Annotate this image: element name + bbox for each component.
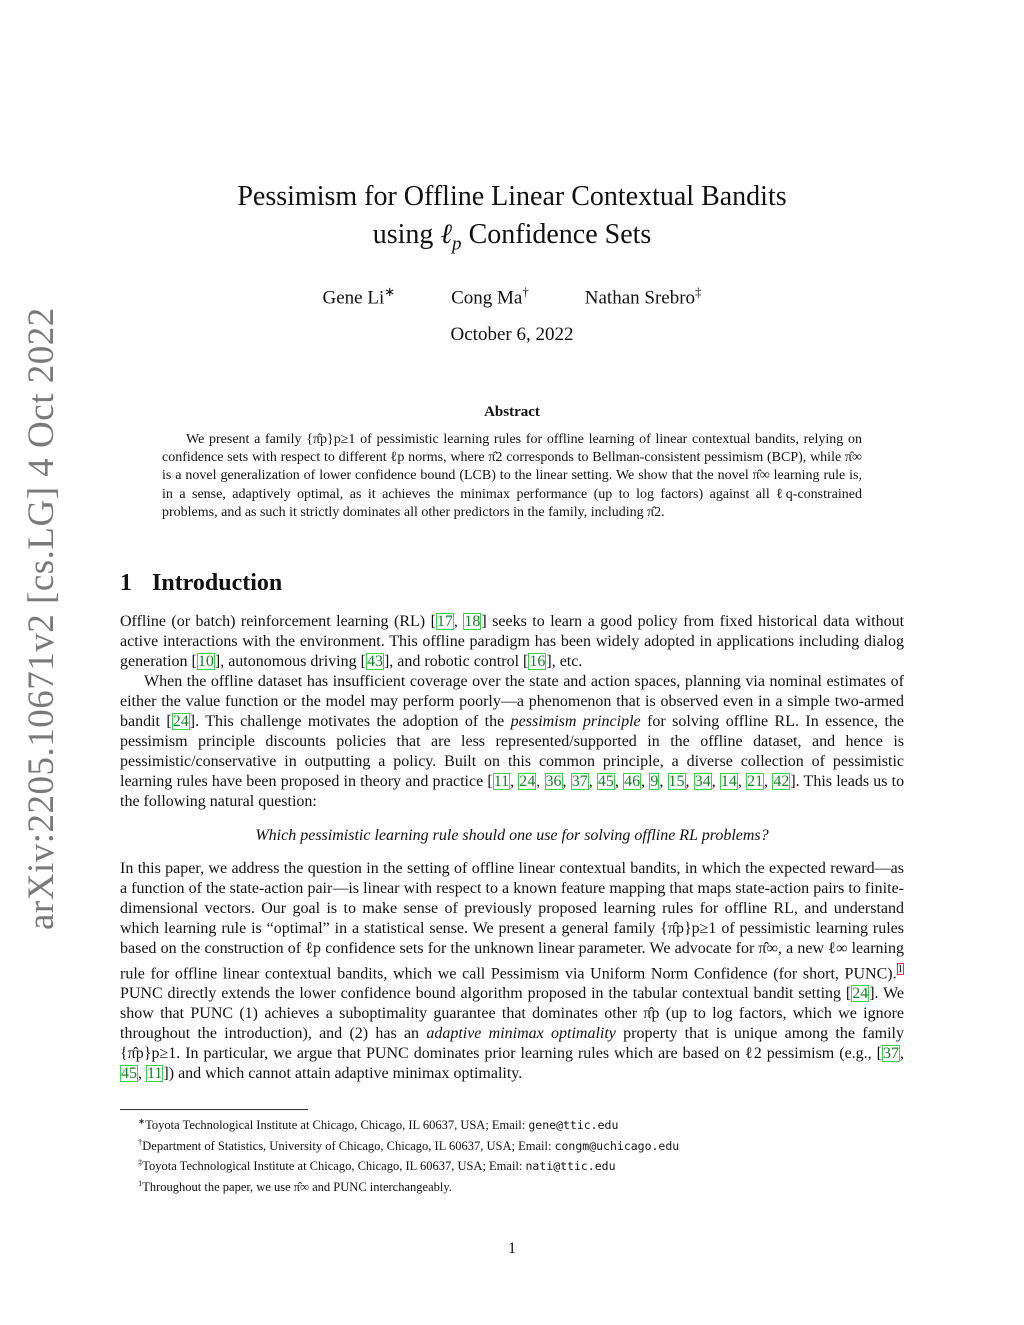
citation-link[interactable]: 21 [747,773,764,790]
citation-link[interactable]: 24 [172,713,189,730]
intro-paragraph-3: In this paper, we address the question in the setting of offline linear contextual bandits, in which the expected reward—as a function of the state-action pair—is linear with respect to a known feature mapping that maps state-action pairs to finite-dimensional vectors. Our goal is to make sense of previously proposed learning rules for offline RL, and understand which learning rule is “optimal” in a statistical sense. We present a general family {π̂p}p≥1 of pessimistic learning rules based on the construction of ℓp confidence sets for the unknown linear parameter. We advocate for π̂∞, a new ℓ∞ learning rule for offline linear contextual bandits, which we call Pessimism via Uniform Norm Confidence (for short, PUNC).$^1$ PUNC directly extends the lower confidence bound algorithm proposed in the tabular contextual bandit setting [24]. We show that PUNC (1) achieves a suboptimality guarantee that dominates other π̂p (up to log factors, which we ignore throughout the introduction), and (2) has an adaptive minimax optimality property that is unique among the family {π̂p}p≥1. In particular, we argue that PUNC dominates prior learning rules which are based on ℓ2 pessimism (e.g., [37, 45, 11]) and which cannot attain adaptive minimax optimality. [120,860,905,1083]
arxiv-identifier-stamp: arXiv:2205.10671v2 [cs.LG] 4 Oct 2022 [21,307,62,930]
author: Cong Ma† [451,284,529,309]
intro-paragraph-1-and-2 [120,612,904,812]
citation-group: 11, 24, 36, 37, 45, 46, 9, 15, 34, 14, 21, 42 [493,773,790,790]
citation-group: 37, 45, 11 [121,1045,904,1083]
citation-link[interactable]: 43 [366,653,383,670]
citation-link[interactable]: 11 [493,773,510,790]
abstract-text: We present a family {π̂p}p≥1 of pessimistic learning rules for offline learning of linear contextual bandits, relying on confidence sets with respect to different ℓp norms, where π̂2 corresponds to Bellman-consistent pessimism (BCP), while π̂∞ is a novel generalization of lower confidence bound (LCB) to the linear setting. We show that the novel π̂∞ learning rule is, in a sense, adaptively optimal, as it achieves the minimax performance (up to log factors) against all ℓq-constrained problems, and as such it strictly dominates all other predictors in the family, including π̂2. [162,432,862,520]
research-question: Which pessimistic learning rule should one use for solving offline RL problems? [255,827,769,844]
author: Nathan Srebro‡ [584,284,702,309]
citation-link[interactable]: 16 [529,653,546,670]
citation-link[interactable]: 46 [624,773,641,790]
footnote: †Department of Statistics, University of Chicago, Chicago, IL 60637, USA; Email: congm@uchicago.edu [138,1136,680,1153]
email-link[interactable]: gene@ttic.edu [528,1118,619,1133]
email-link[interactable]: nati@ttic.edu [525,1159,616,1174]
citation-link[interactable]: 36 [545,773,562,790]
email-link[interactable]: congm@uchicago.edu [554,1138,680,1153]
citation-link[interactable]: 15 [668,773,685,790]
citation-link[interactable]: 34 [694,773,711,790]
intro-paragraph-1: Offline (or batch) reinforcement learning (RL) [17, 18] seeks to learn a good policy from fixed historical data without active interactions with the environment. This offline paradigm has been widely adopted in applications including dialog generation [10], autonomous driving [43], and robotic control [16], etc. [120,613,905,670]
intro-paragraph-2: When the offline dataset has insufficient coverage over the state and action spaces, planning via nominal estimates of either the value function or the model may perform poorly—a phenomenon that is observed even in a simple two-armed bandit [24]. This challenge motivates the adoption of the pessimism principle for solving offline RL. In essence, the pessimism principle discounts policies that are less represented/supported in the offline dataset, and hence is pessimistic/conservative in outputting a policy. Built on this common principle, a diverse collection of pessimistic learning rules have been proposed in theory and practice [11, 24, 36, 37, 45, 46, 9, 15, 34, 14, 21, 42]. This leads us to the following natural question: [120,673,905,810]
citation-link[interactable]: 9 [650,773,659,790]
paper-date: October 6, 2022 [450,324,574,345]
footnote-divider [120,1109,308,1110]
citation-link[interactable]: 37 [883,1045,899,1063]
footnotes [120,1113,904,1196]
author: Gene Li∗ [322,284,396,309]
citation-link[interactable]: 18 [464,613,481,630]
section-number: 1 [120,570,132,596]
paper-title [120,178,904,264]
citation-link[interactable]: 45 [121,1065,137,1083]
footnote-link[interactable]: 1 [897,963,903,975]
citation-link[interactable]: 24 [519,773,536,790]
title-line-1: Pessimism for Offline Linear Contextual Bandits [237,181,787,212]
citation-link[interactable]: 45 [597,773,614,790]
citation-link[interactable]: 42 [773,773,790,790]
section-title: Introduction [152,570,283,596]
citation-link[interactable]: 11 [147,1065,163,1083]
author-list [120,284,904,309]
citation-link[interactable]: 37 [571,773,588,790]
page-number: 1 [508,1240,516,1257]
footnote: ‡Toyota Technological Institute at Chicago, Chicago, IL 60637, USA; Email: nati@ttic.edu [138,1157,616,1174]
citation-link[interactable]: 17 [436,613,453,630]
citation-link[interactable]: 24 [852,985,869,1003]
section-heading [120,570,282,597]
abstract-heading: Abstract [484,404,540,420]
footnote: $^1$Throughout the paper, we use π̂∞ and PUNC interchangeably. [138,1177,452,1195]
title-line-2: using ℓ$_p$ Confidence Sets [372,219,652,255]
citation-link[interactable]: 14 [720,773,737,790]
citation-link[interactable]: 10 [197,653,214,670]
footnote: ∗Toyota Technological Institute at Chicago, Chicago, IL 60637, USA; Email: gene@ttic.edu [138,1116,619,1133]
